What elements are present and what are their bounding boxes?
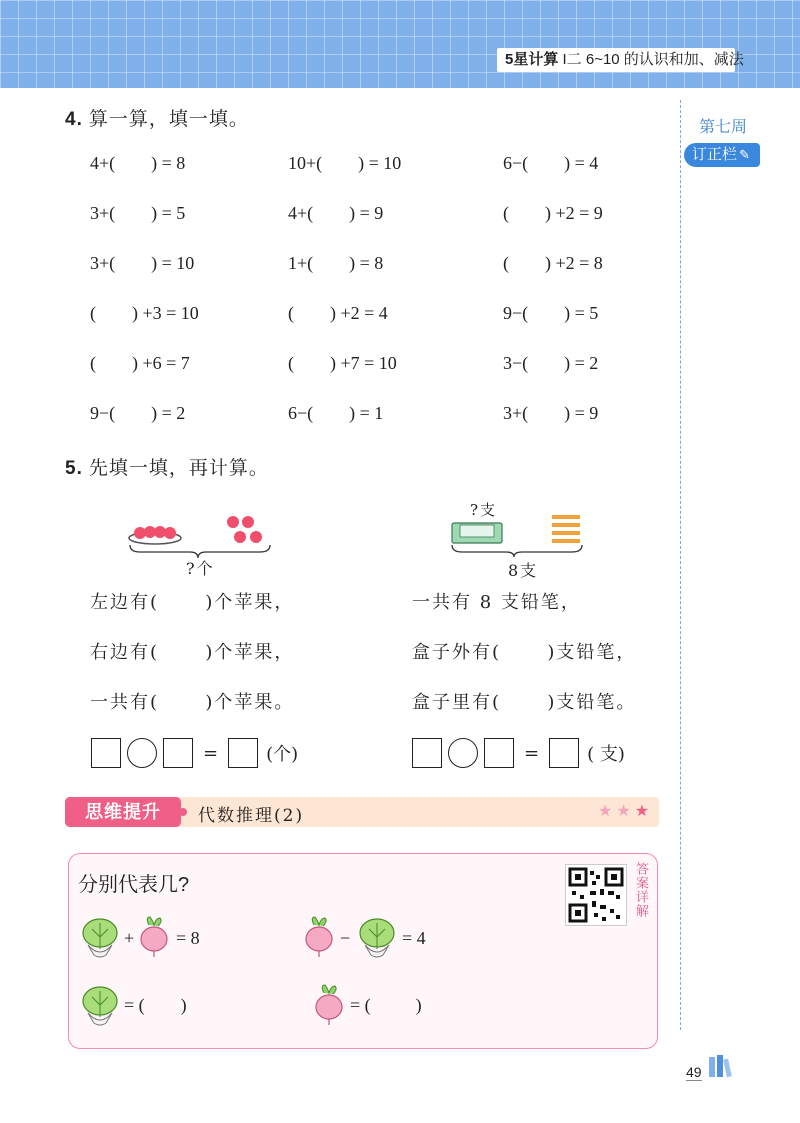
apple-icon (234, 531, 246, 543)
apple-icon (227, 516, 239, 528)
question-5-title (65, 453, 269, 480)
equals-sign: = (203, 742, 219, 764)
equation: 3−( ) = 2 (503, 353, 599, 373)
pencil-icon: ✎ (739, 147, 750, 162)
radish-answer: = ( ) (350, 995, 422, 1015)
cabbage-icon (80, 983, 120, 1029)
equation: 6−( ) = 4 (503, 153, 599, 173)
equation: 4+( ) = 9 (288, 203, 384, 223)
unit-name: I二 6~10 的认识和加、减法 (562, 51, 744, 68)
equation: ( ) +7 = 10 (288, 353, 397, 373)
equation-result: = 8 (176, 928, 200, 948)
equation: ( ) +2 = 4 (288, 303, 388, 323)
question-text: 算一算，填一填。 (88, 108, 249, 130)
star-icon: ★ (598, 801, 617, 820)
equation: 3+( ) = 5 (90, 203, 186, 223)
pencils-illustration (440, 505, 600, 565)
pencils-top-caption: ?支 (470, 501, 498, 519)
left-line-1: 左边有( )个苹果， (90, 592, 295, 613)
equation: ( ) +3 = 10 (90, 303, 199, 323)
right-line-3: 盒子里有( )支铅笔。 (412, 692, 637, 713)
page-number: 49 (686, 1064, 702, 1080)
cabbage-icon (80, 915, 120, 961)
books-icon (707, 1053, 737, 1079)
equation: 1+( ) = 8 (288, 253, 384, 273)
qr-code-icon[interactable] (565, 864, 627, 926)
apple-icon (250, 531, 262, 543)
equation: ( ) +2 = 8 (503, 253, 603, 273)
left-box-equation (91, 738, 298, 768)
correction-tab (684, 143, 760, 167)
thinking-tag: 思维提升 (65, 797, 181, 827)
pencil-icon (552, 515, 580, 519)
header-band (0, 0, 800, 88)
question-number: 5. (65, 458, 83, 479)
minus-sign: − (340, 928, 351, 948)
cabbage-icon (357, 915, 397, 961)
star-icon: ★ (616, 801, 635, 820)
radish-icon (137, 915, 171, 959)
puzzle-question: 分别代表几? (78, 874, 190, 896)
equation: ( ) +2 = 9 (503, 203, 603, 223)
question-4-title (65, 104, 249, 131)
right-box-equation (412, 738, 625, 768)
left-line-3: 一共有( )个苹果。 (90, 692, 295, 713)
equation: 9−( ) = 5 (503, 303, 599, 323)
equation: 4+( ) = 8 (90, 153, 186, 173)
radish-icon (312, 983, 346, 1027)
week-label: 第七周 (698, 119, 747, 136)
pencil-icon (552, 531, 580, 535)
side-divider (680, 100, 681, 1030)
unit-label: ( 支) (587, 744, 625, 765)
question-number: 4. (65, 109, 83, 130)
equation: 3+( ) = 9 (503, 403, 599, 423)
apples-caption: ?个 (186, 559, 215, 578)
left-line-2: 右边有( )个苹果， (90, 642, 295, 663)
star-icon: ★ (634, 801, 654, 820)
series-name: 5星计算 (505, 51, 559, 68)
pencil-icon (552, 523, 580, 527)
pencil-icon (552, 539, 580, 543)
plus-sign: + (124, 928, 135, 948)
equation: ( ) +6 = 7 (90, 353, 190, 373)
answer-box[interactable] (549, 738, 579, 768)
question-text: 先填一填，再计算。 (88, 457, 269, 479)
brace (452, 545, 582, 557)
bullet-dot (179, 808, 187, 816)
pencils-caption: 8支 (508, 561, 539, 580)
answer-box[interactable] (412, 738, 442, 768)
answer-box[interactable] (484, 738, 514, 768)
equation: 10+( ) = 10 (288, 153, 402, 173)
thinking-title: 代数推理(2) (198, 806, 305, 826)
apple-icon (242, 516, 254, 528)
qr-label: 答案详解 (633, 862, 648, 918)
right-line-2: 盒子外有( )支铅笔， (412, 642, 637, 663)
apple-icon (164, 527, 176, 539)
difficulty-stars (598, 801, 653, 820)
cabbage-answer: = ( ) (124, 995, 187, 1015)
unit-label: (个) (266, 744, 299, 765)
equals-sign: = (524, 742, 540, 764)
equation-result: = 4 (402, 928, 426, 948)
right-line-1: 一共有 8 支铅笔， (412, 592, 581, 613)
operator-circle[interactable] (448, 738, 478, 768)
header-label (497, 48, 744, 72)
operator-circle[interactable] (127, 738, 157, 768)
answer-box[interactable] (228, 738, 258, 768)
answer-box[interactable] (163, 738, 193, 768)
correction-label: 订正栏 (692, 146, 738, 163)
answer-box[interactable] (91, 738, 121, 768)
equation: 6−( ) = 1 (288, 403, 384, 423)
equation: 3+( ) = 10 (90, 253, 195, 273)
equation: 9−( ) = 2 (90, 403, 186, 423)
radish-icon (302, 915, 336, 959)
